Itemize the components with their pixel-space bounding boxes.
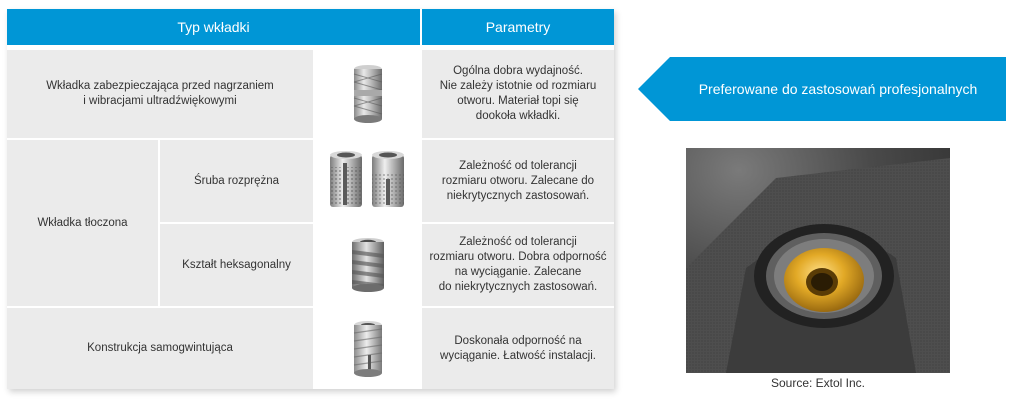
row-selftap-param-line: Doskonała odporność na	[454, 334, 582, 347]
insert-comparison-table	[7, 9, 614, 389]
heat-insert-image	[348, 62, 388, 126]
row-screw-params	[422, 140, 614, 222]
row-heat-label-line1: Wkładka zabezpieczająca przed nagrzaniem	[46, 80, 274, 92]
insert-in-part-photo	[686, 148, 950, 373]
row-pressed-group-label: Wkładka tłoczona	[7, 140, 158, 306]
preferred-callout-text: Preferowane do zastosowań profesjonalnych	[698, 81, 978, 97]
row-heat-params	[422, 50, 614, 138]
self-tapping-insert-image	[348, 319, 388, 379]
row-screw-param-line: rozmiaru otworu. Zalecane do	[441, 174, 595, 187]
row-screw-label: Śruba rozprężna	[160, 140, 313, 222]
row-hex-image-cell	[315, 224, 420, 306]
row-heat-param-line: Nie zależy istotnie od rozmiaru	[439, 80, 597, 92]
hex-insert-image	[348, 236, 388, 294]
row-heat-param-line: Ogólna dobra wydajność.	[453, 65, 583, 77]
row-selftap-image-cell	[315, 308, 420, 389]
row-heat-image-cell	[315, 50, 420, 138]
row-hex-param-line: rozmiaru otworu. Dobra odporność	[429, 251, 607, 263]
expansion-screw-insert-image	[326, 149, 410, 213]
row-screw-param-line: niekrytycznych zastosowań.	[446, 189, 590, 202]
row-heat-label-line2: i wibracjami ultradźwiękowymi	[83, 95, 237, 107]
row-selftap-param-line: wyciąganie. Łatwość instalacji.	[440, 349, 596, 362]
row-hex-param-line: na wyciąganie. Zalecane	[454, 266, 582, 278]
row-screw-image-cell	[315, 140, 420, 222]
header-parameters: Parametry	[422, 9, 614, 45]
row-heat-param-line: otworu. Materiał topi się	[457, 95, 579, 107]
row-hex-param-line: Zależność od tolerancji	[459, 236, 577, 248]
row-selftap-label: Konstrukcja samogwintująca	[7, 308, 313, 389]
row-hex-label: Kształt heksagonalny	[160, 224, 313, 306]
row-screw-param-line: Zależność od tolerancji	[459, 159, 577, 172]
row-hex-params	[422, 224, 614, 306]
header-insert-type: Typ wkładki	[7, 9, 420, 45]
row-heat-param-line: dookoła wkładki.	[475, 110, 561, 122]
row-heat-label	[7, 50, 313, 138]
photo-caption: Source: Extol Inc.	[770, 376, 866, 390]
row-hex-param-line: do niekrytycznych zastosowań.	[438, 281, 598, 293]
row-selftap-params	[422, 308, 614, 389]
